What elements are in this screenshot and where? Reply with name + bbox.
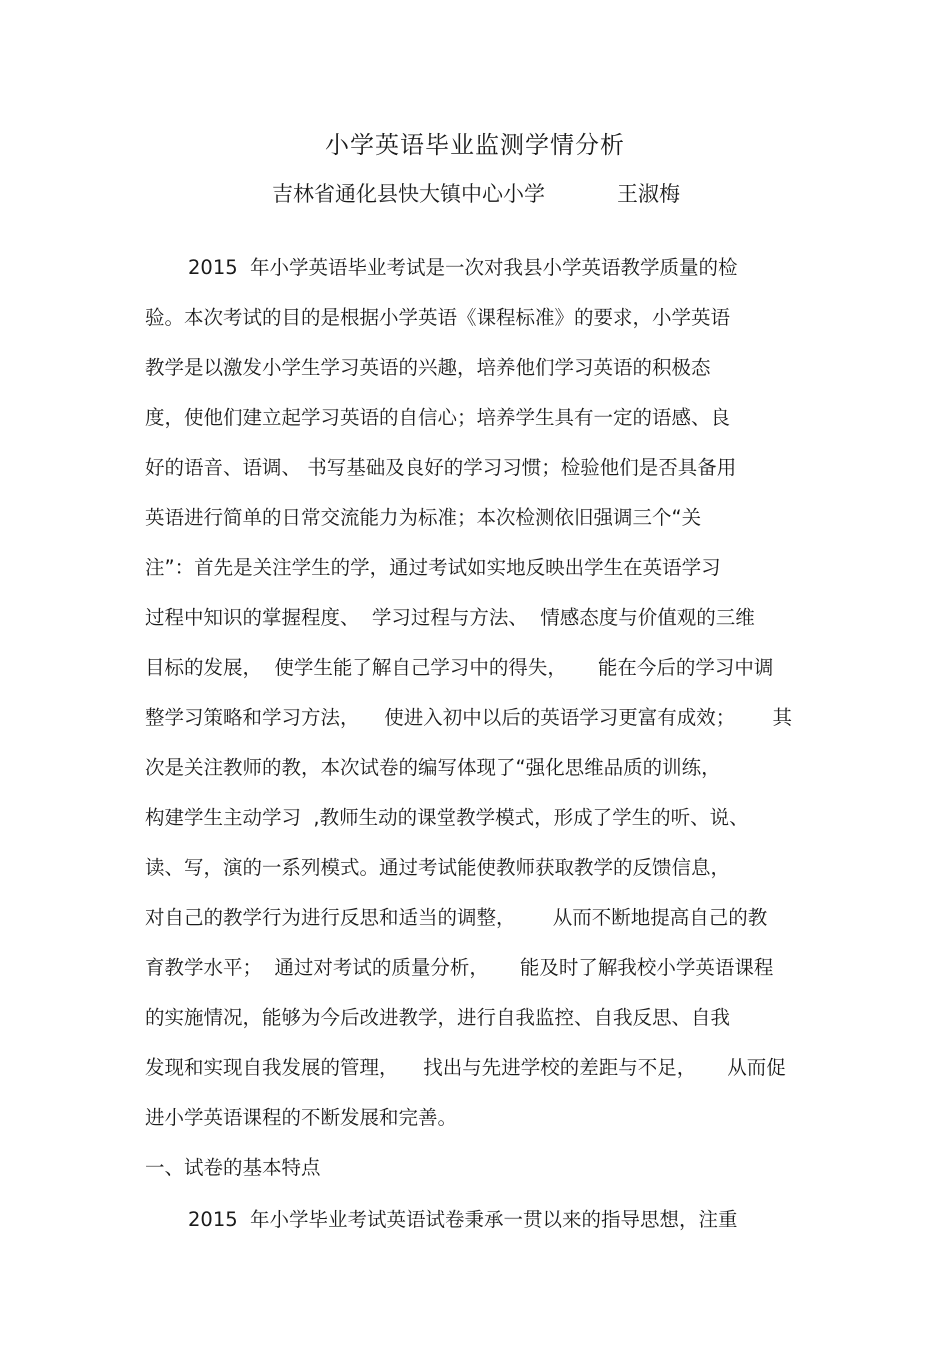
section-heading: 一、试卷的基本特点 — [145, 1156, 321, 1179]
body-line: 注”：首先是关注学生的学，通过考试如实地反映出学生在英语学习 — [145, 556, 721, 579]
body-line: 度，使他们建立起学习英语的自信心；培养学生具有一定的语感、良 — [145, 406, 731, 429]
body-line: 英语进行简单的日常交流能力为标准；本次检测依旧强调三个“关 — [145, 506, 702, 529]
body-line: 进小学英语课程的不断发展和完善。 — [145, 1106, 458, 1129]
body-line: 读、写，演的一系列模式。通过考试能使教师获取教学的反馈信息， — [145, 856, 731, 879]
body-line: 过程中知识的掌握程度、 学习过程与方法、 情感态度与价值观的三维 — [145, 606, 755, 629]
body-line: 目标的发展， 使学生能了解自己学习中的得失， 能在今后的学习中调 — [145, 656, 774, 679]
body-line: 2015 年小学毕业考试英语试卷秉承一贯以来的指导思想，注重 — [188, 1208, 738, 1231]
body-line: 次是关注教师的教，本次试卷的编写体现了“强化思维品质的训练， — [145, 756, 721, 779]
body-line: 整学习策略和学习方法， 使进入初中以后的英语学习更富有成效； 其 — [145, 706, 792, 729]
author-name: 王淑梅 — [617, 182, 680, 206]
body-line: 育教学水平； 通过对考试的质量分析， 能及时了解我校小学英语课程 — [145, 956, 774, 979]
body-line: 构建学生主动学习 ,教师生动的课堂教学模式，形成了学生的听、说、 — [145, 806, 749, 829]
body-line: 验。本次考试的目的是根据小学英语《课程标准》的要求，小学英语 — [145, 306, 731, 329]
body-line: 对自己的教学行为进行反思和适当的调整， 从而不断地提高自己的教 — [145, 906, 768, 929]
author-line — [272, 178, 680, 210]
body-line: 2015 年小学英语毕业考试是一次对我县小学英语教学质量的检 — [188, 256, 738, 279]
body-line: 发现和实现自我发展的管理， 找出与先进学校的差距与不足， 从而促 — [145, 1056, 786, 1079]
body-line: 好的语音、语调、 书写基础及良好的学习习惯；检验他们是否具备用 — [145, 456, 737, 479]
body-line: 的实施情况，能够为今后改进教学，进行自我监控、自我反思、自我 — [145, 1006, 731, 1029]
document-title: 小学英语毕业监测学情分析 — [325, 131, 625, 159]
author-school: 吉林省通化县快大镇中心小学 — [272, 182, 545, 206]
body-line: 教学是以激发小学生学习英语的兴趣，培养他们学习英语的积极态 — [145, 356, 711, 379]
